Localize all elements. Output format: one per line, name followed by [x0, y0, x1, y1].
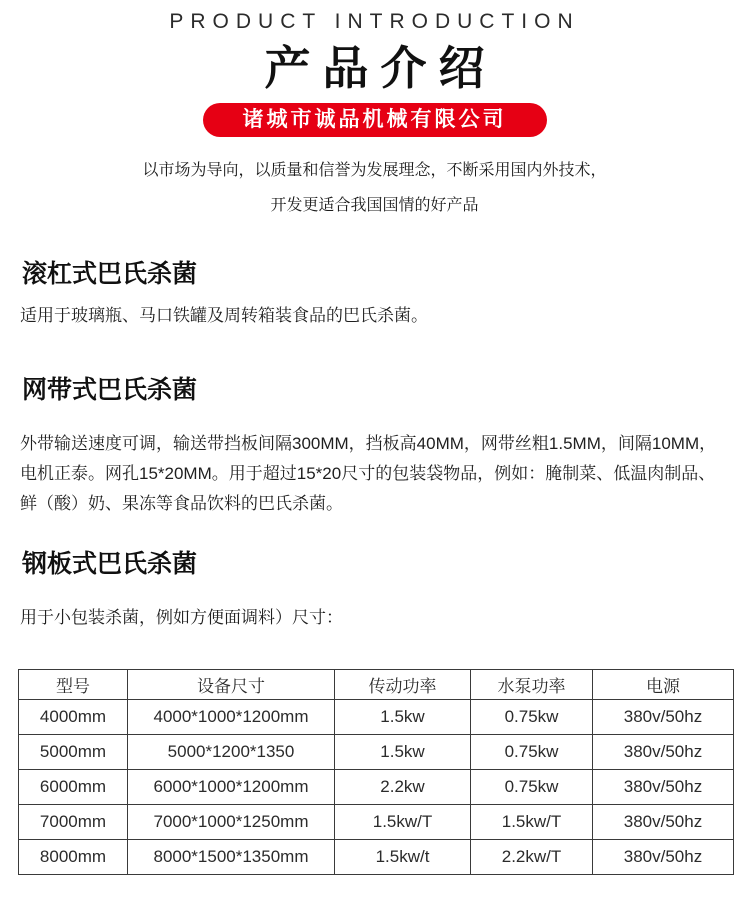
cell-power-supply: 380v/50hz: [593, 770, 734, 805]
cell-model: 8000mm: [19, 840, 128, 875]
table-row: [19, 700, 734, 735]
column-header-drive-power: 传动功率: [335, 670, 471, 700]
table-row: [19, 840, 734, 875]
cell-pump-power: 0.75kw: [471, 735, 593, 770]
cell-equipment-size: 7000*1000*1250mm: [128, 805, 335, 840]
cell-equipment-size: 4000*1000*1200mm: [128, 700, 335, 735]
cell-equipment-size: 5000*1200*1350: [128, 735, 335, 770]
column-header-power-supply: 电源: [593, 670, 734, 700]
tagline: [0, 153, 749, 223]
cell-pump-power: 1.5kw/T: [471, 805, 593, 840]
cell-power-supply: 380v/50hz: [593, 735, 734, 770]
cell-drive-power: 1.5kw/T: [335, 805, 471, 840]
company-banner: 诸城市诚品机械有限公司: [203, 103, 547, 137]
eyebrow-text: PRODUCT INTRODUCTION: [169, 10, 580, 33]
cell-model: 5000mm: [19, 735, 128, 770]
cell-power-supply: 380v/50hz: [593, 805, 734, 840]
cell-drive-power: 1.5kw: [335, 700, 471, 735]
section-heading-roller: 滚杠式巴氏杀菌: [22, 260, 198, 288]
section-heading-mesh-belt: 网带式巴氏杀菌: [22, 376, 198, 404]
cell-power-supply: 380v/50hz: [593, 700, 734, 735]
cell-drive-power: 1.5kw/t: [335, 840, 471, 875]
cell-model: 6000mm: [19, 770, 128, 805]
cell-power-supply: 380v/50hz: [593, 840, 734, 875]
table-row: [19, 805, 734, 840]
company-banner-row: [0, 103, 749, 137]
cell-equipment-size: 6000*1000*1200mm: [128, 770, 335, 805]
section-body-steel-plate: 用于小包装杀菌，例如方便面调料）尺寸：: [20, 608, 343, 627]
section-body-roller: 适用于玻璃瓶、马口铁罐及周转箱装食品的巴氏杀菌。: [20, 306, 428, 325]
spec-table: [18, 669, 734, 875]
tagline-line-1: 以市场为导向，以质量和信誉为发展理念，不断采用国内外技术，: [142, 162, 607, 179]
cell-pump-power: 0.75kw: [471, 700, 593, 735]
cell-drive-power: 1.5kw: [335, 735, 471, 770]
cell-equipment-size: 8000*1500*1350mm: [128, 840, 335, 875]
page-title: 产品介绍: [264, 42, 497, 94]
table-row: [19, 770, 734, 805]
column-header-model: 型号: [19, 670, 128, 700]
cell-model: 4000mm: [19, 700, 128, 735]
tagline-line-2: 开发更适合我国国情的好产品: [270, 197, 479, 214]
column-header-pump-power: 水泵功率: [471, 670, 593, 700]
section-body-mesh-belt: 外带输送速度可调，输送带挡板间隔300MM，挡板高40MM，网带丝粗1.5MM，间隔10MM，电机正泰。网孔15*20MM。用于超过15*20尺寸的包装袋物品，例如：腌制菜、低温肉制品、鲜（酸）奶、果冻等食品饮料的巴氏杀菌。: [20, 434, 717, 513]
section-heading-steel-plate: 钢板式巴氏杀菌: [22, 550, 198, 578]
table-row: [19, 735, 734, 770]
column-header-equipment-size: 设备尺寸: [128, 670, 335, 700]
cell-pump-power: 0.75kw: [471, 770, 593, 805]
cell-drive-power: 2.2kw: [335, 770, 471, 805]
spec-table-header-row: [19, 670, 734, 700]
cell-pump-power: 2.2kw/T: [471, 840, 593, 875]
cell-model: 7000mm: [19, 805, 128, 840]
